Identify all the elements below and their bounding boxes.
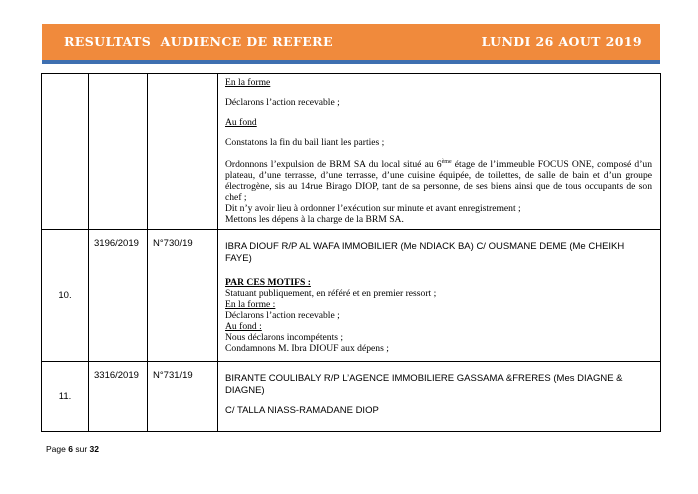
forme-heading: En la forme : bbox=[225, 299, 276, 310]
page-label: Page bbox=[46, 444, 66, 454]
execution-text: Dit n’y avoir lieu à ordonner l’exécution sur minute et avant enregistrement ; bbox=[225, 203, 521, 215]
forme-heading: En la forme bbox=[225, 77, 271, 88]
decision-cell bbox=[218, 230, 661, 362]
decision-cell bbox=[218, 74, 661, 230]
row-number: 11. bbox=[42, 362, 89, 432]
parties-text: IBRA DIOUF R/P AL WAFA IMMOBILIER (Me NDIACK BA) C/ OUSMANE DEME (Me CHEIKH FAYE) bbox=[225, 241, 625, 264]
fond-text: Nous déclarons incompétents ; bbox=[225, 332, 344, 343]
results-table bbox=[41, 73, 661, 432]
row-number-cell bbox=[42, 74, 89, 230]
page-sep: sur bbox=[75, 444, 88, 454]
depens-text: Mettons les dépens à la charge de la BRM SA. bbox=[225, 214, 404, 226]
page-current: 6 bbox=[68, 444, 73, 454]
fond-heading: Au fond : bbox=[225, 321, 262, 332]
decision-cell bbox=[218, 362, 661, 432]
table-row bbox=[42, 74, 661, 230]
table-row bbox=[42, 362, 661, 432]
page-footer bbox=[46, 444, 99, 454]
motifs-heading: PAR CES MOTIFS : bbox=[225, 277, 311, 288]
rg-cell bbox=[89, 74, 148, 230]
parties-text: BIRANTE COULIBALY R/P L’AGENCE IMMOBILIERE GASSAMA &FRERES (Mes DIAGNE & DIAGNE) bbox=[225, 373, 623, 396]
row-number: 10. bbox=[42, 230, 89, 362]
parties-text: C/ TALLA NIASS-RAMADANE DIOP bbox=[225, 405, 379, 416]
fond-text: Constatons la fin du bail liant les parties ; bbox=[225, 137, 385, 148]
forme-text: Déclarons l’action recevable ; bbox=[225, 310, 340, 321]
header-date: LUNDI 26 AOUT 2019 bbox=[481, 34, 642, 49]
rg-number: 3196/2019 bbox=[89, 230, 148, 362]
forme-text: Déclarons l’action recevable ; bbox=[225, 97, 340, 108]
motifs-text: Statuant publiquement, en référé et en premier ressort ; bbox=[225, 288, 437, 299]
depens-text: Condamnons M. Ibra DIOUF aux dépens ; bbox=[225, 343, 389, 354]
fond-heading: Au fond bbox=[225, 117, 257, 128]
page-header bbox=[42, 24, 660, 64]
ordonnance-cell bbox=[148, 74, 218, 230]
header-title: RESULTATS AUDIENCE DE REFERE bbox=[64, 34, 333, 49]
table-row bbox=[42, 230, 661, 362]
ordonnance-number: N°730/19 bbox=[148, 230, 218, 362]
expulsion-text: Ordonnons l’expulsion de BRM SA du local situé au 6ème étage de l’immeuble FOCUS ONE, composé d’un plateau, d’une terrasse, d’une terrasse, d’une cuisine équipée, de toilettes, de salle de bain et d’un groupe électrogène, sis au 14rue Birago DIOP, tant de sa personne, de ses biens ainsi que de tous occupants de son chef ; bbox=[225, 159, 652, 204]
rg-number: 3316/2019 bbox=[89, 362, 148, 432]
page-total: 32 bbox=[89, 444, 99, 454]
ordonnance-number: N°731/19 bbox=[148, 362, 218, 432]
